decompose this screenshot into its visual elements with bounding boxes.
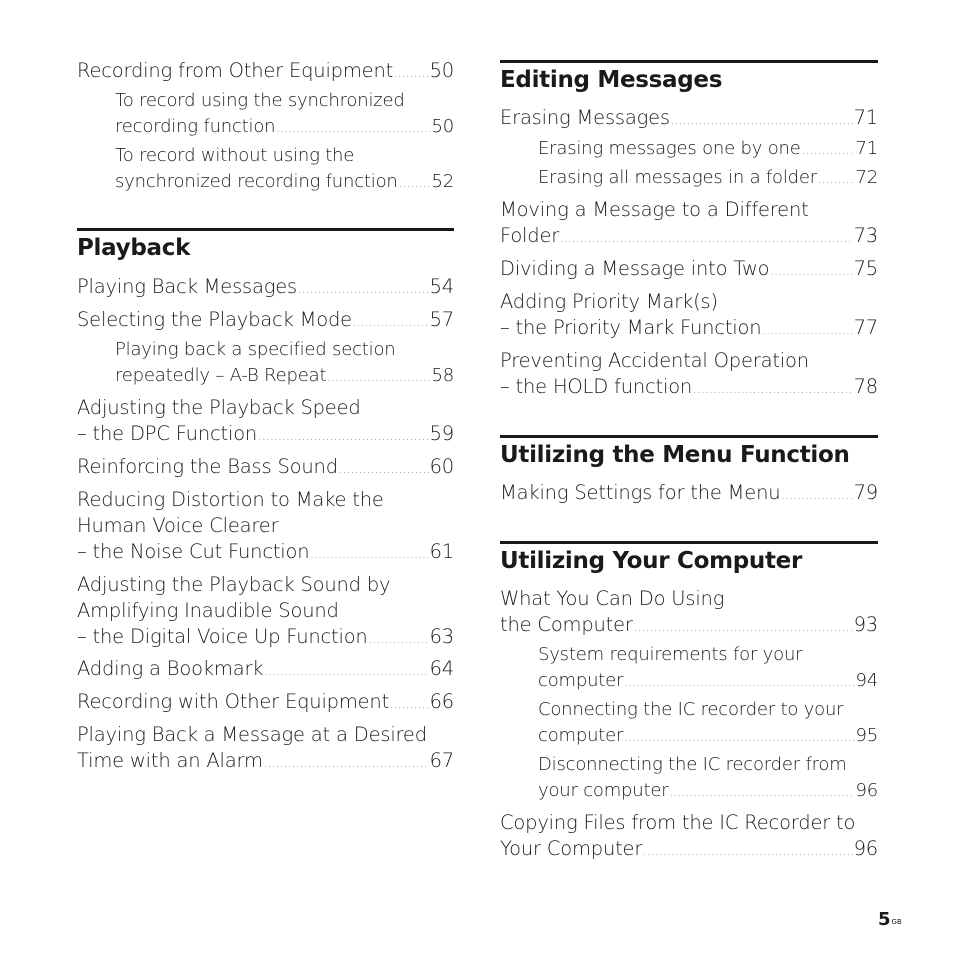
toc-entry[interactable] — [77, 58, 454, 87]
toc-entry[interactable] — [77, 689, 454, 718]
page-number-value: 5 — [878, 909, 891, 930]
leader-dots — [327, 365, 430, 391]
toc-entry-title: the Computer — [500, 613, 633, 636]
toc-page-number: 71 — [855, 138, 878, 159]
toc-entry-title: Erasing all messages in a folder — [538, 167, 817, 188]
toc-entry[interactable] — [500, 197, 878, 252]
leader-dots — [671, 108, 853, 134]
leader-dots — [310, 542, 428, 568]
toc-page-number: 93 — [853, 613, 878, 636]
leader-dots — [276, 116, 430, 142]
leader-dots — [669, 780, 854, 806]
section-heading-playback — [77, 228, 454, 263]
toc-subentry[interactable] — [538, 752, 878, 806]
toc-page-number: 75 — [853, 257, 878, 280]
toc-entry[interactable] — [77, 274, 454, 303]
toc-entry-title: Playing Back a Message at a Desired — [77, 723, 427, 746]
toc-entry-title: repeatedly – A-B Repeat — [115, 365, 327, 386]
toc-page-number: 58 — [431, 365, 454, 386]
toc-entry-title: Adjusting the Playback Speed — [77, 396, 361, 419]
section-title: Playback — [77, 235, 191, 261]
toc-entry-title: Folder — [500, 224, 560, 247]
toc-entry[interactable] — [500, 480, 878, 509]
leader-dots — [781, 483, 852, 509]
toc-entry-title: – the Noise Cut Function — [77, 540, 310, 563]
toc-entry[interactable] — [500, 348, 878, 403]
leader-dots — [264, 659, 428, 685]
toc-subentry[interactable] — [115, 337, 454, 391]
toc-entry-title: Playing Back Messages — [77, 275, 298, 298]
toc-entry-title: – the HOLD function — [500, 375, 693, 398]
toc-page-number: 50 — [431, 116, 454, 137]
toc-page-number: 71 — [853, 106, 878, 129]
toc-entry-title: System requirements for your — [538, 644, 803, 665]
toc-entry[interactable] — [500, 586, 878, 641]
toc-page-number: 96 — [855, 780, 878, 801]
toc-page-number: 96 — [853, 837, 878, 860]
toc-entry-title: Copying Files from the IC Recorder to — [500, 811, 856, 834]
leader-dots — [693, 377, 852, 403]
toc-subentry[interactable] — [538, 642, 878, 696]
toc-page-number: 72 — [855, 167, 878, 188]
page-number-suffix: GB — [891, 918, 902, 926]
toc-page-number: 54 — [429, 275, 454, 298]
section-title: Utilizing the Menu Function — [500, 442, 850, 468]
toc-page-number: 60 — [429, 455, 454, 478]
toc-page-number: 52 — [431, 171, 454, 192]
toc-subentry[interactable] — [115, 143, 454, 197]
leader-dots — [399, 171, 431, 197]
toc-entry-title: Playing back a specified section — [115, 339, 396, 360]
toc-entry[interactable] — [77, 722, 454, 777]
section-heading-menu — [500, 435, 878, 470]
leader-dots — [298, 277, 429, 303]
toc-entry-title: Adding Priority Mark(s) — [500, 290, 718, 313]
toc-entry-title: Amplifying Inaudible Sound — [77, 599, 339, 622]
toc-page-number: 64 — [429, 657, 454, 680]
toc-entry-title: Preventing Accidental Operation — [500, 349, 809, 372]
toc-entry-title: your computer — [538, 780, 669, 801]
leader-dots — [770, 259, 852, 285]
toc-entry-title: Recording from Other Equipment — [77, 59, 394, 82]
toc-entry-title: Moving a Message to a Different — [500, 198, 809, 221]
toc-entry-title: Dividing a Message into Two — [500, 257, 770, 280]
leader-dots — [394, 61, 429, 87]
toc-entry[interactable] — [77, 487, 454, 568]
leader-dots — [264, 751, 429, 777]
toc-page-number: 73 — [853, 224, 878, 247]
leader-dots — [369, 627, 429, 653]
toc-entry-title: – the Priority Mark Function — [500, 316, 762, 339]
toc-subentry[interactable] — [115, 88, 454, 142]
toc-entry-title: computer — [538, 670, 624, 691]
leader-dots — [339, 457, 429, 483]
leader-dots — [560, 226, 853, 252]
toc-entry-title: Erasing messages one by one — [538, 138, 801, 159]
leader-dots — [643, 839, 852, 865]
toc-entry-title: What You Can Do Using — [500, 587, 725, 610]
toc-page-number: 77 — [853, 316, 878, 339]
leader-dots — [624, 725, 854, 751]
leader-dots — [818, 167, 855, 193]
toc-entry[interactable] — [77, 572, 454, 653]
toc-entry[interactable] — [500, 256, 878, 285]
toc-entry-title: To record using the synchronized — [115, 90, 405, 111]
toc-page-number: 57 — [429, 308, 454, 331]
toc-entry-title: Reinforcing the Bass Sound — [77, 455, 338, 478]
toc-page-number: 61 — [429, 540, 454, 563]
toc-entry[interactable] — [77, 454, 454, 483]
toc-entry-title: Adding a Bookmark — [77, 657, 264, 680]
toc-entry-title: Disconnecting the IC recorder from — [538, 754, 847, 775]
toc-entry-title: Reducing Distortion to Make the — [77, 488, 384, 511]
toc-entry-title: – the Digital Voice Up Function — [77, 625, 368, 648]
toc-page-number: 63 — [429, 625, 454, 648]
toc-entry-title: Adjusting the Playback Sound by — [77, 573, 391, 596]
toc-entry-title: Connecting the IC recorder to your — [538, 699, 844, 720]
toc-page-number: 59 — [429, 422, 454, 445]
toc-page-number: 50 — [429, 59, 454, 82]
toc-page-number: 95 — [855, 725, 878, 746]
toc-subentry[interactable] — [538, 165, 878, 193]
section-heading-editing — [500, 60, 878, 95]
toc-entry-title: recording function — [115, 116, 276, 137]
toc-entry-title: Making Settings for the Menu — [500, 481, 781, 504]
leader-dots — [762, 318, 852, 344]
leader-dots — [624, 670, 854, 696]
toc-entry-title: – the DPC Function — [77, 422, 258, 445]
leader-dots — [802, 138, 855, 164]
toc-entry[interactable] — [500, 289, 878, 344]
toc-entry-title: computer — [538, 725, 624, 746]
toc-entry-title: To record without using the — [115, 145, 355, 166]
page-number — [878, 909, 902, 931]
section-heading-computer — [500, 541, 878, 576]
toc-entry-title: Recording with Other Equipment — [77, 690, 390, 713]
section-title: Editing Messages — [500, 67, 723, 93]
toc-entry-title: Selecting the Playback Mode — [77, 308, 352, 331]
leader-dots — [353, 310, 429, 336]
toc-subentry[interactable] — [538, 136, 878, 164]
toc-page-number: 66 — [429, 690, 454, 713]
toc-page-number: 79 — [853, 481, 878, 504]
toc-subentry[interactable] — [538, 697, 878, 751]
toc-entry-title: Erasing Messages — [500, 106, 670, 129]
toc-entry[interactable] — [77, 656, 454, 685]
toc-entry-title: Your Computer — [500, 837, 643, 860]
toc-entry[interactable] — [77, 395, 454, 450]
leader-dots — [634, 615, 853, 641]
toc-entry-title: Human Voice Clearer — [77, 514, 279, 537]
toc-entry[interactable] — [77, 307, 454, 336]
toc-page-number: 78 — [853, 375, 878, 398]
toc-entry-title: synchronized recording function — [115, 171, 398, 192]
toc-entry[interactable] — [500, 105, 878, 134]
toc-page-number: 94 — [855, 670, 878, 691]
toc-entry-title: Time with an Alarm — [77, 749, 263, 772]
leader-dots — [258, 424, 428, 450]
section-title: Utilizing Your Computer — [500, 548, 803, 574]
leader-dots — [390, 692, 429, 718]
toc-page-number: 67 — [429, 749, 454, 772]
toc-entry[interactable] — [500, 810, 878, 865]
